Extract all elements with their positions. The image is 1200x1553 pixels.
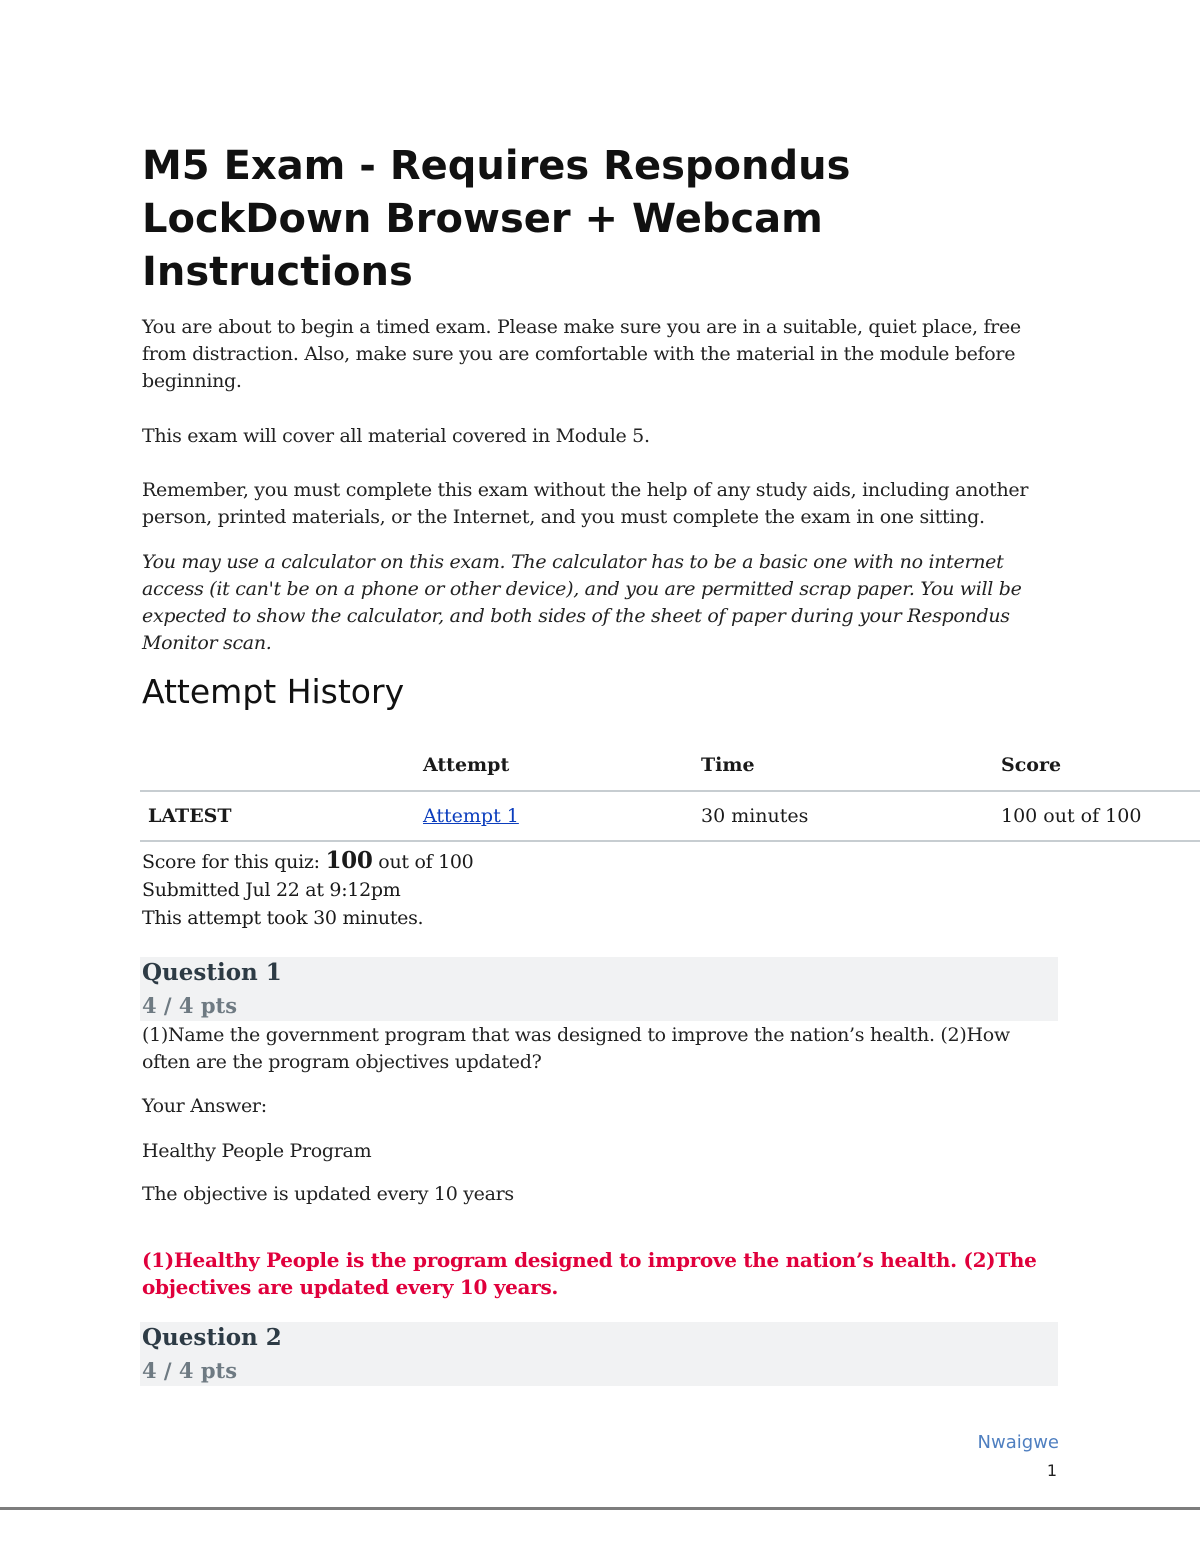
instructions-paragraph-3: Remember, you must complete this exam without the help of any study aids, including another person, printed materials, or the Internet, and you must complete the exam in one sitting.: [142, 479, 1029, 528]
footer-author-name: Nwaigwe: [977, 1432, 1059, 1453]
table-header-row: [140, 740, 1200, 791]
column-header-attempt: Attempt: [423, 740, 701, 791]
page-divider: [0, 1507, 1200, 1510]
time-cell: 30 minutes: [701, 791, 1001, 841]
attempt-history-heading: Attempt History: [142, 672, 405, 711]
correct-answer-comment: (1)Healthy People is the program designed to improve the nation’s health. (2)The objectives are updated every 10 years.: [142, 1248, 1037, 1299]
question-2-title: Question 2: [142, 1324, 282, 1351]
page-number: 1: [1046, 1461, 1057, 1480]
page-title: M5 Exam - Requires Respondus LockDown Browser + Webcam Instructions: [142, 143, 851, 295]
instructions-paragraph-1: You are about to begin a timed exam. Please make sure you are in a suitable, quiet place, free from distraction. Also, make sure you are comfortable with the material in the module before beginning.: [142, 316, 1021, 392]
score-cell: 100 out of 100: [1001, 791, 1200, 841]
instructions-paragraph-2: This exam will cover all material covered in Module 5.: [142, 425, 650, 447]
question-1-title: Question 1: [142, 959, 282, 986]
score-prefix: Score for this quiz:: [142, 851, 326, 873]
latest-label: LATEST: [140, 791, 423, 841]
column-header-blank: [140, 740, 423, 791]
column-header-score: Score: [1001, 740, 1200, 791]
attempt-1-link[interactable]: Attempt 1: [423, 805, 519, 827]
question-1-points: 4 / 4 pts: [142, 993, 238, 1018]
your-answer-label: Your Answer:: [142, 1095, 267, 1117]
submitted-line: Submitted Jul 22 at 9:12pm: [142, 879, 401, 901]
table-row: [140, 791, 1200, 841]
attempt-history-table: [140, 740, 1200, 842]
quiz-score-line: [142, 847, 473, 876]
answer-line-2: The objective is updated every 10 years: [142, 1183, 514, 1205]
score-suffix: out of 100: [372, 851, 474, 873]
question-1-header: [140, 957, 1058, 1021]
question-1-text: (1)Name the government program that was designed to improve the nation’s health. (2)How often are the program objectives updated?: [142, 1024, 1010, 1073]
question-2-points: 4 / 4 pts: [142, 1358, 238, 1383]
column-header-time: Time: [701, 740, 1001, 791]
instructions-paragraph-calculator: You may use a calculator on this exam. The calculator has to be a basic one with no internet access (it can't be on a phone or other device), and you are permitted scrap paper. You will be expected to show the calculator, and both sides of the sheet of paper during your Respondus Monitor scan.: [142, 551, 1022, 654]
duration-line: This attempt took 30 minutes.: [142, 907, 424, 929]
score-value: 100: [325, 847, 373, 874]
attempt-cell: [423, 791, 701, 841]
answer-line-1: Healthy People Program: [142, 1140, 372, 1162]
question-2-header: [140, 1322, 1058, 1386]
quiz-summary: [142, 847, 473, 932]
